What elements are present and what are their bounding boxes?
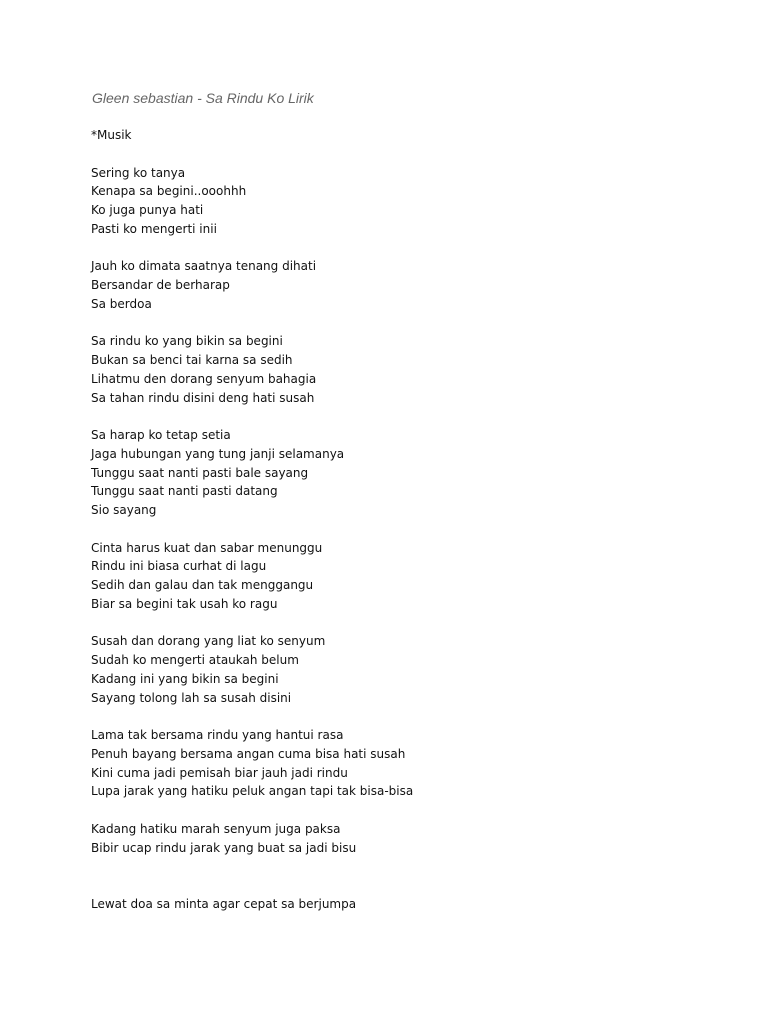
lyric-line: Rindu ini biasa curhat di lagu	[91, 559, 267, 574]
lyric-line: Jauh ko dimata saatnya tenang dihati	[91, 259, 317, 274]
stanza-gap	[91, 857, 413, 895]
lyric-line: Sa rindu ko yang bikin sa begini	[91, 334, 283, 349]
lyric-line: Susah dan dorang yang liat ko senyum	[91, 634, 326, 649]
stanza-4	[91, 426, 413, 520]
lyric-line: Sa tahan rindu disini deng hati susah	[91, 390, 315, 405]
lyric-line: Ko juga punya hati	[91, 203, 204, 217]
lyric-line: Pasti ko mengerti inii	[91, 221, 217, 236]
lyric-line: Bersandar de berharap	[91, 278, 230, 292]
lyric-line: Bibir ucap rindu jarak yang buat sa jadi bisu	[91, 840, 357, 855]
stanza-gap	[91, 614, 413, 633]
lyric-line: Lihatmu den dorang senyum bahagia	[91, 371, 317, 386]
lyric-line: Bukan sa benci tai karna sa sedih	[91, 353, 293, 367]
lyric-line: Lupa jarak yang hatiku peluk angan tapi tak bisa-bisa	[91, 784, 414, 799]
stanza-1	[91, 164, 413, 239]
stanza-2	[91, 257, 413, 313]
lyric-line: Jaga hubungan yang tung janji selamanya	[91, 446, 345, 461]
lyric-line: Lama tak bersama rindu yang hantui rasa	[91, 728, 344, 742]
lyric-line: Penuh bayang bersama angan cuma bisa hati susah	[91, 746, 406, 761]
lyrics-body	[91, 126, 413, 914]
lyric-line: Sudah ko mengerti ataukah belum	[91, 653, 299, 667]
stanza-gap	[91, 801, 413, 820]
lyric-line: Kadang hatiku marah senyum juga paksa	[91, 821, 341, 836]
stanza-3	[91, 332, 413, 407]
lyric-line: Sa berdoa	[91, 296, 152, 311]
stanza-8	[91, 820, 413, 858]
lyric-line: Cinta harus kuat dan sabar menunggu	[91, 540, 323, 555]
lyric-line: Sedih dan galau dan tak menggangu	[91, 578, 314, 592]
lyric-line: Kadang ini yang bikin sa begini	[91, 671, 279, 686]
lyric-line: Tunggu saat nanti pasti bale sayang	[91, 465, 309, 480]
stanza-6	[91, 632, 413, 707]
lyric-line: Sa harap ko tetap setia	[91, 428, 231, 442]
lyric-line: Tunggu saat nanti pasti datang	[91, 484, 278, 499]
stanza-7	[91, 726, 413, 801]
intro-line: *Musik	[91, 128, 132, 142]
lyric-line: Sering ko tanya	[91, 165, 186, 180]
lyric-line: Biar sa begini tak usah ko ragu	[91, 596, 278, 611]
stanza-gap	[91, 239, 413, 258]
stanza-gap	[91, 407, 413, 426]
stanza-gap	[91, 520, 413, 539]
lyric-line: Sio sayang	[91, 503, 157, 517]
stanza-gap	[91, 707, 413, 726]
stanza-gap	[91, 145, 413, 164]
lyric-line: Kini cuma jadi pemisah biar jauh jadi rindu	[91, 765, 348, 780]
lyric-line: Sayang tolong lah sa susah disini	[91, 690, 292, 705]
lyric-line: Kenapa sa begini..ooohhh	[91, 184, 247, 199]
stanza-gap	[91, 314, 413, 333]
document-title: Gleen sebastian - Sa Rindu Ko Lirik	[92, 90, 314, 106]
stanza-9	[91, 895, 413, 914]
lyric-line: Lewat doa sa minta agar cepat sa berjumpa	[91, 896, 357, 911]
stanza-5	[91, 539, 413, 614]
